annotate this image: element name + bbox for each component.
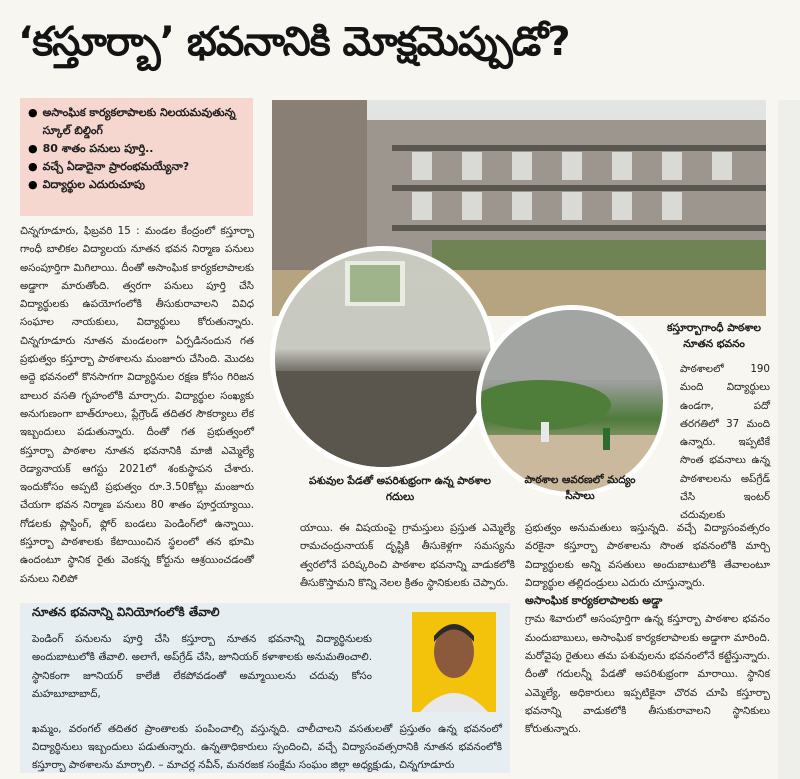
bottles-photo <box>476 305 668 497</box>
highlight-item: ● అసాంఘిక కార్యకలాపాలకు నిలయమవుతున్న స్కూల్ బిల్డింగ్ <box>28 104 247 140</box>
quote-box-text-2: ఖమ్మం, వరంగల్ తదితర ప్రాంతాలకు పంపించాల్సి వస్తున్నది. చాలీచాలని వసతులతో ప్రస్తుతం ఉన్న భవనంలో విద్యార్థినులు ఇబ్బందులు పడుతున్నారు. ఉన్నతాధికారులు స్పందించి, వచ్చే విద్యాసంవత్సరానికి నూతన భవనంలోకి కస్తూర్బా పాఠశాలను మార్చాలి. – మాచర్ల నవీన్, మనరజక సంక్షేమ సంఘం జిల్లా అధ్యక్షుడు, చిన్నగూడూరు <box>32 723 502 771</box>
classroom-photo <box>270 246 496 472</box>
bullet-icon: ● <box>28 106 38 119</box>
caption-classroom: పశువుల పేడతో అపరిశుభ్రంగా ఉన్న పాఠశాల గదులు <box>309 475 491 503</box>
person-portrait <box>412 612 496 712</box>
quote-box-text: పెండింగ్ పనులను పూర్తి చేసి కస్తూర్బా నూతన భవనాన్ని విద్యార్థినులకు అందుబాటులోకి తేవాలి. అలాగే, అప్‌గ్రేడ్ చేసి, జూనియర్ కళాశాలకు అనుమతించాలి. స్థానికంగా జూనియర్ కాలేజీ లేకపోవడంతో అమ్మాయిలను చదువు కోసం మహబూబాబాద్, <box>32 633 372 700</box>
caption-building: కస్తూర్బాగాంధీ పాఠశాల నూతన భవనం <box>667 322 761 350</box>
bullet-icon: ● <box>28 160 38 173</box>
highlight-item: ● 80 శాతం పనులు పూర్తి.. <box>28 140 247 158</box>
article-column-4: పాఠశాలలో 190 మంది విద్యార్థులు ఉండగా, పదో తరగతిలో 37 మంది ఉన్నారు. ఇప్పటికే సొంత భవనాలు ఉన్న పాఠశాలలను అప్‌గ్రేడ్ చేసి ఇంటర్ చదువులకు <box>680 363 770 522</box>
article-column-3 <box>525 519 770 739</box>
highlight-item: ● వచ్చే ఏడాదైనా ప్రారంభమయ్యేనా? <box>28 158 247 176</box>
bullet-icon: ● <box>28 142 38 155</box>
article-column-1: చిన్నగూడూరు, ఫిబ్రవరి 15 : మండల కేంద్రంలో కస్తూర్బా గాంధీ బాలికల విద్యాలయ నూతన భవన నిర్మాణ పనులు అసంపూర్తిగా మిగిలాయి. దీంతో అసాంఘిక కార్యకలాపాలకు అడ్డాగా మారుతోంది. త్వరగా పనులు పూర్తి చేసి విద్యార్థులకు ఉపయోగంలోకి తీసుకురావాలని వివిధ సంఘాల నాయకులు, విద్యార్థులు కోరుతున్నారు. చిన్నగూడూరు నూతన మండలంగా ఏర్పడినందున గత ప్రభుత్వం కస్తూర్బా పాఠశాలను మంజూరు చేసింది. మొదట అద్దె భవనంలో కొనసాగగా విద్యార్థినుల రక్షణ కోసం గిరిజన బాలుర వసతి గృహంలోకి మార్చారు. విద్యార్థుల సంఖ్యకు అనుగుణంగా బాత్‌రూంలు, ప్లేగ్రౌండ్ తదితర సౌకర్యాలు లేక ఇబ్బందులు పడుతున్నారు. దీంతో గత ప్రభుత్వంలో కస్తూర్బా పాఠశాల నూతన భవనానికి మాజీ ఎమ్మెల్యే రెడ్యానాయక్ ఆగస్టు 2021లో శంకుస్థాపన చేశారు. ఇందుకోసం అప్పటి ప్రభుత్వం రూ.3.50కోట్లు మంజూరు చేయగా భవన నిర్మాణ పనులు 80 శాతం పూర్తయ్యాయి. గోడలకు ప్లాస్టింగ్, ఫ్లోర్ బండలు పెండింగ్‌లో ఉన్నాయి. కస్తూర్బా పాఠశాలకు కేటాయించిన స్థలంలో తన భూమి ఉందంటూ స్థానిక రైతు వెంకన్న కోర్టును ఆశ్రయించడంతో పనులు నిలిపో <box>20 225 254 585</box>
adjacent-page-edge <box>778 100 800 779</box>
highlights-box <box>20 98 253 216</box>
article-column-2: యాయి. ఈ విషయంపై గ్రామస్తులు ప్రస్తుత ఎమ్మెల్యే రామచంద్రునాయక్ దృష్టికి తీసుకెళ్లగా సమస్యను త్వరలోనే పరిష్కరించి పాఠశాల భవనాన్ని వాడుకలోకి తీసుకొస్తామని కొన్ని నెలల క్రితం స్థానికులకు చెప్పారు. <box>300 522 515 589</box>
subheading: అసాంఘిక కార్యకలాపాలకు అడ్డా <box>525 594 663 608</box>
caption-bottles: పాఠశాల ఆవరణలో మద్యం సీసాలు <box>524 474 636 502</box>
quote-attribution: – మాచర్ల నవీన్, మనరజక సంక్షేమ సంఘం జిల్లా అధ్యక్షుడు, చిన్నగూడూరు <box>158 759 455 771</box>
headline: ‘కస్తూర్బా’ భవనానికి మోక్షమెప్పుడో? <box>18 19 570 65</box>
bullet-icon: ● <box>28 178 38 191</box>
quote-box-heading: నూతన భవనాన్ని వినియోగంలోకి తేవాలి <box>32 605 220 619</box>
article-column-3-text-2: గ్రామ శివారులో అసంపూర్తిగా ఉన్న కస్తూర్బా పాఠశాల భవనం మందుబాబులు, అసాంఘిక కార్యకలాపాలకు అడ్డాగా మారింది. మరోవైపు రైతులు తమ పశువులను భవనంలోనే కట్టేస్తున్నారు. దీంతో గదులన్నీ పేడతో అపరిశుభ్రంగా మారాయి. స్థానిక ఎమ్మెల్యే, అధికారులు ఇప్పటికైనా చొరవ చూపి కస్తూర్బా భవనాన్ని వాడుకలోకి తీసుకురావాలని స్థానికులు కోరుతున్నారు. <box>525 613 770 736</box>
highlight-item: ● విద్యార్థుల ఎదురుచూపు <box>28 176 247 194</box>
article-column-3-text: ప్రభుత్వం అనుమతులు ఇస్తున్నది. వచ్చే విద్యాసంవత్సరం వరకైనా కస్తూర్బా పాఠశాలను సొంత భవనంలోకి మార్చి విద్యార్థులకు అన్ని వసతులు అందుబాటులోకి తేవాలంటూ విద్యార్థుల తల్లిదండ్రులు ఎదురు చూస్తున్నారు. <box>525 522 770 589</box>
